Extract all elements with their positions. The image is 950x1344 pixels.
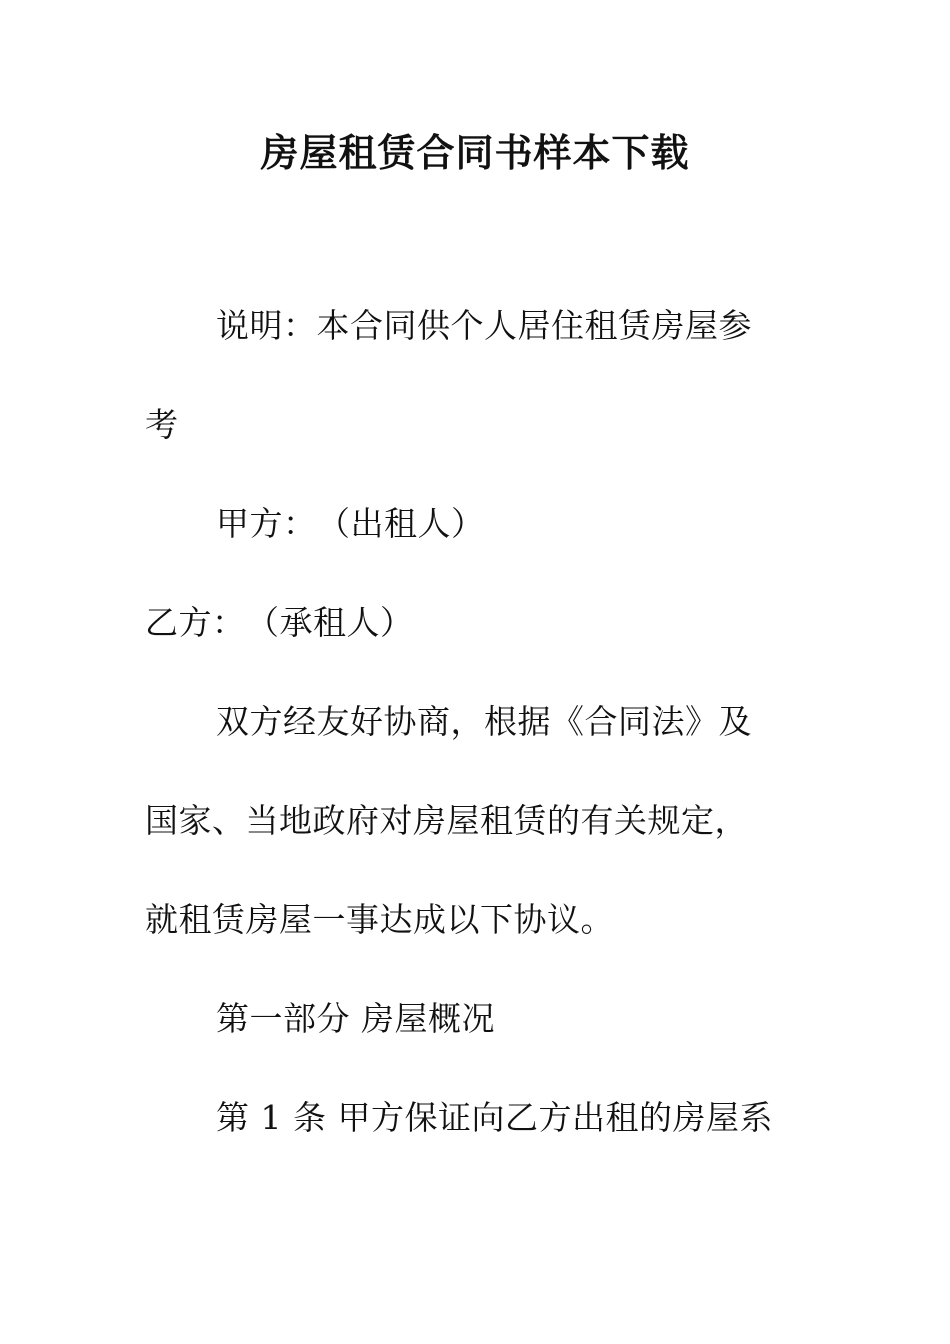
section-heading: 第一部分 房屋概况 (216, 999, 495, 1038)
note-line-1: 说明：本合同供个人居住租赁房屋参 (216, 306, 752, 345)
note-line-2: 考 (145, 405, 179, 444)
preamble-line-1: 双方经友好协商，根据《合同法》及 (216, 702, 752, 741)
document-title: 房屋租赁合同书样本下载 (260, 131, 690, 175)
party-a-line: 甲方： （出租人） (216, 504, 485, 543)
party-b-line: 乙方： （承租人） (145, 603, 414, 642)
article-1-line: 第 1 条 甲方保证向乙方出租的房屋系 (216, 1098, 773, 1137)
preamble-line-3: 就租赁房屋一事达成以下协议。 (145, 900, 614, 939)
preamble-line-2: 国家、当地政府对房屋租赁的有关规定， (145, 801, 748, 840)
